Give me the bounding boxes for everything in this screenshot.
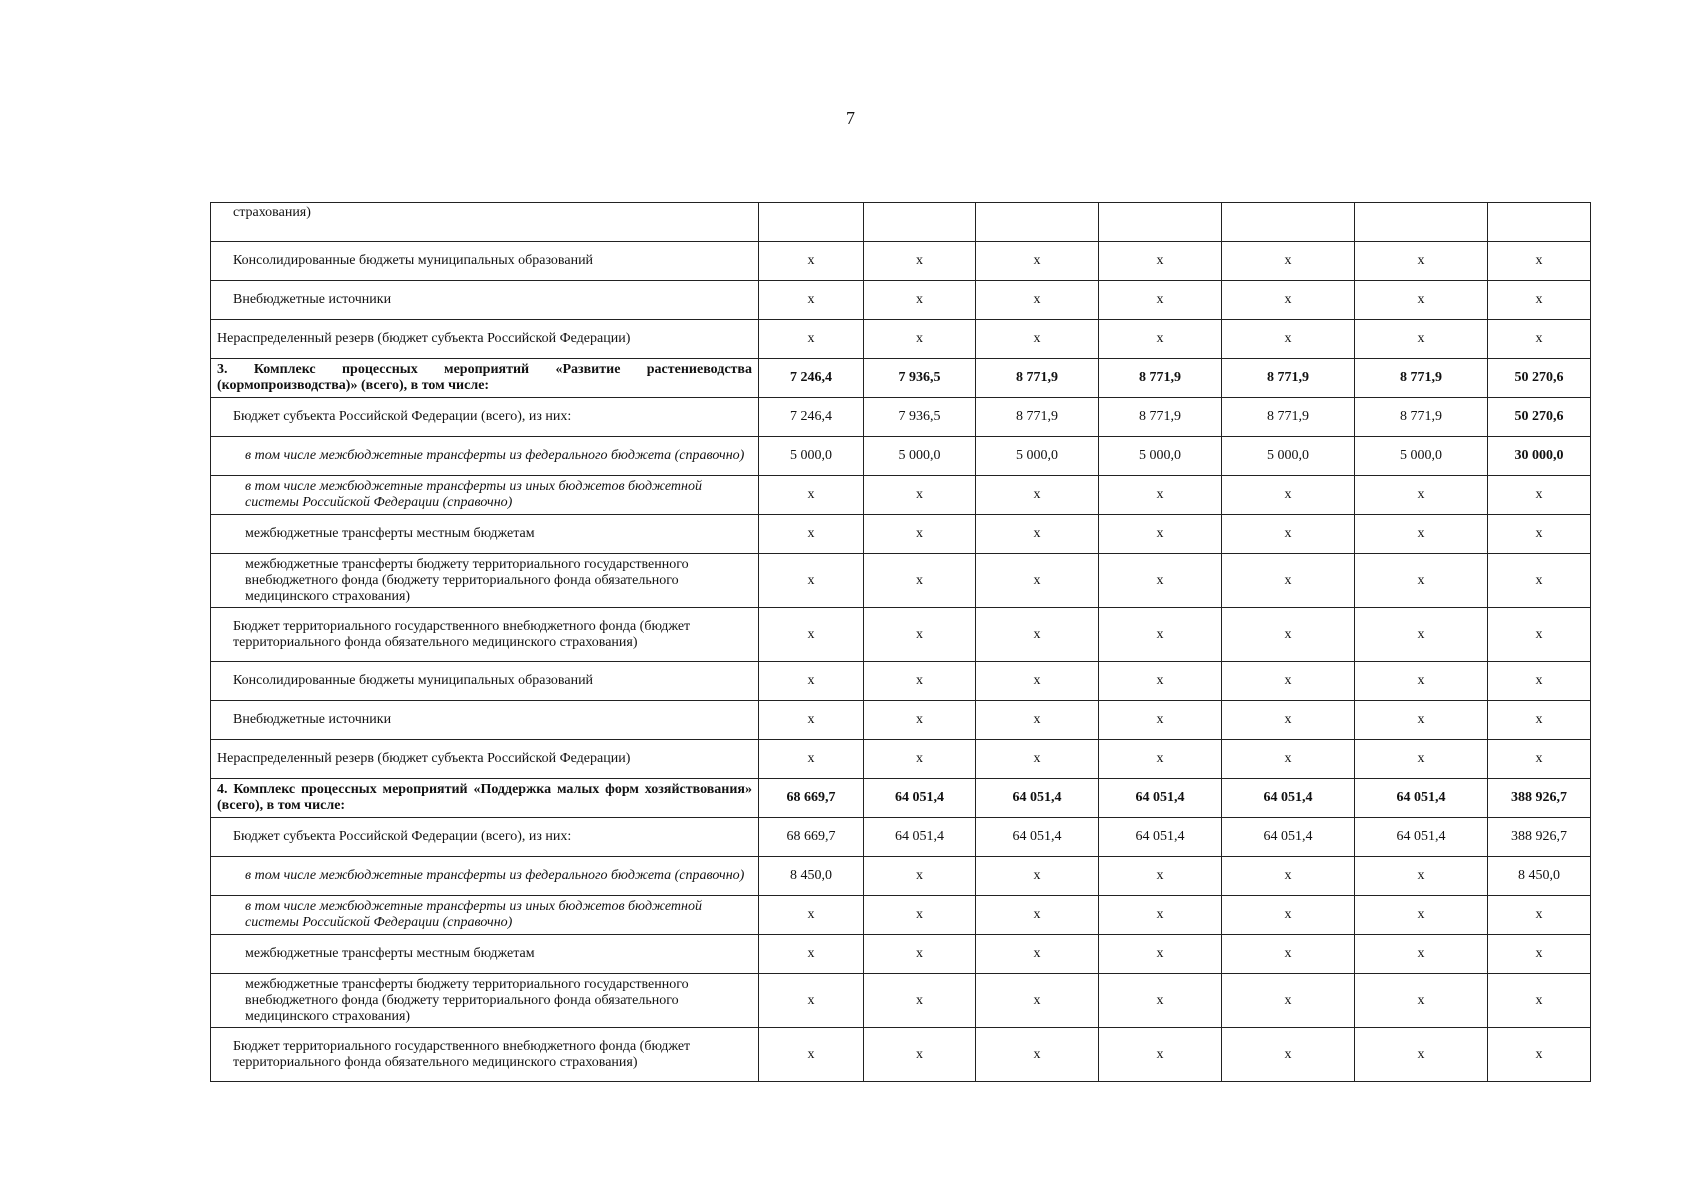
year-value-cell: 8 771,9 bbox=[1099, 359, 1222, 398]
year-value-cell: x bbox=[864, 662, 976, 701]
table-row bbox=[211, 779, 1591, 818]
year-value-cell: x bbox=[864, 242, 976, 281]
year-value-cell: 68 669,7 bbox=[759, 818, 864, 857]
year-value-cell: x bbox=[1099, 608, 1222, 662]
table-row bbox=[211, 818, 1591, 857]
year-value-cell: x bbox=[1355, 281, 1488, 320]
table-row bbox=[211, 437, 1591, 476]
year-value-cell: x bbox=[759, 281, 864, 320]
total-cell: 8 450,0 bbox=[1488, 857, 1591, 896]
table-row bbox=[211, 608, 1591, 662]
budget-table bbox=[210, 202, 1591, 1082]
row-label: Внебюджетные источники bbox=[211, 281, 759, 320]
total-cell: x bbox=[1488, 515, 1591, 554]
row-label: Внебюджетные источники bbox=[211, 701, 759, 740]
year-value-cell: x bbox=[864, 896, 976, 935]
year-value-cell: x bbox=[1222, 242, 1355, 281]
year-value-cell: 5 000,0 bbox=[1355, 437, 1488, 476]
year-value-cell: x bbox=[1355, 1028, 1488, 1082]
row-label: межбюджетные трансферты местным бюджетам bbox=[211, 935, 759, 974]
year-value-cell: x bbox=[1222, 320, 1355, 359]
table-row bbox=[211, 740, 1591, 779]
year-value-cell: x bbox=[976, 608, 1099, 662]
row-label: межбюджетные трансферты местным бюджетам bbox=[211, 515, 759, 554]
table-row bbox=[211, 554, 1591, 608]
year-value-cell bbox=[864, 203, 976, 242]
year-value-cell: x bbox=[976, 515, 1099, 554]
total-cell: x bbox=[1488, 608, 1591, 662]
row-label: Консолидированные бюджеты муниципальных образований bbox=[211, 662, 759, 701]
row-label: межбюджетные трансферты бюджету территориального государственного внебюджетного фонда (бюджету территориального фонда обязательного медицинского страхования) bbox=[211, 974, 759, 1028]
total-cell: x bbox=[1488, 242, 1591, 281]
year-value-cell: x bbox=[1355, 554, 1488, 608]
total-cell: 50 270,6 bbox=[1488, 359, 1591, 398]
total-cell: x bbox=[1488, 740, 1591, 779]
total-cell: x bbox=[1488, 935, 1591, 974]
year-value-cell: 8 771,9 bbox=[1222, 359, 1355, 398]
table-row bbox=[211, 701, 1591, 740]
year-value-cell: 5 000,0 bbox=[759, 437, 864, 476]
year-value-cell: x bbox=[759, 896, 864, 935]
year-value-cell: x bbox=[759, 1028, 864, 1082]
year-value-cell: 8 771,9 bbox=[1222, 398, 1355, 437]
year-value-cell: x bbox=[1355, 974, 1488, 1028]
year-value-cell bbox=[1222, 203, 1355, 242]
year-value-cell: x bbox=[976, 1028, 1099, 1082]
year-value-cell: x bbox=[1222, 935, 1355, 974]
year-value-cell: x bbox=[1355, 935, 1488, 974]
year-value-cell: x bbox=[1355, 662, 1488, 701]
year-value-cell: x bbox=[864, 608, 976, 662]
year-value-cell: x bbox=[864, 974, 976, 1028]
year-value-cell: x bbox=[1222, 515, 1355, 554]
year-value-cell: 7 246,4 bbox=[759, 398, 864, 437]
year-value-cell: x bbox=[864, 515, 976, 554]
year-value-cell: x bbox=[1355, 740, 1488, 779]
year-value-cell: 8 771,9 bbox=[1355, 359, 1488, 398]
year-value-cell: x bbox=[1355, 608, 1488, 662]
year-value-cell: 8 771,9 bbox=[1099, 398, 1222, 437]
page-number: 7 bbox=[846, 108, 855, 128]
table-row bbox=[211, 896, 1591, 935]
row-label: 3. Комплекс процессных мероприятий «Развитие растениеводства (кормопроизводства)» (всего), в том числе: bbox=[211, 359, 759, 398]
year-value-cell: x bbox=[1222, 740, 1355, 779]
table-row bbox=[211, 662, 1591, 701]
year-value-cell: x bbox=[759, 608, 864, 662]
year-value-cell: x bbox=[759, 974, 864, 1028]
year-value-cell: 68 669,7 bbox=[759, 779, 864, 818]
year-value-cell: x bbox=[1099, 242, 1222, 281]
year-value-cell: x bbox=[976, 935, 1099, 974]
year-value-cell: x bbox=[759, 740, 864, 779]
total-cell: x bbox=[1488, 701, 1591, 740]
year-value-cell: x bbox=[1355, 476, 1488, 515]
year-value-cell: x bbox=[759, 554, 864, 608]
total-cell: 30 000,0 bbox=[1488, 437, 1591, 476]
year-value-cell: x bbox=[1222, 857, 1355, 896]
year-value-cell: 64 051,4 bbox=[1222, 818, 1355, 857]
year-value-cell: 5 000,0 bbox=[1099, 437, 1222, 476]
year-value-cell: x bbox=[1222, 974, 1355, 1028]
table-row bbox=[211, 476, 1591, 515]
year-value-cell: x bbox=[1222, 608, 1355, 662]
year-value-cell: x bbox=[976, 554, 1099, 608]
row-label: страхования) bbox=[211, 203, 759, 242]
year-value-cell: x bbox=[1355, 701, 1488, 740]
table-row bbox=[211, 320, 1591, 359]
row-label: в том числе межбюджетные трансферты из иных бюджетов бюджетной системы Российской Федерации (справочно) bbox=[211, 476, 759, 515]
year-value-cell: 5 000,0 bbox=[864, 437, 976, 476]
year-value-cell: x bbox=[864, 857, 976, 896]
year-value-cell: x bbox=[1099, 857, 1222, 896]
total-cell: x bbox=[1488, 281, 1591, 320]
year-value-cell: x bbox=[759, 935, 864, 974]
total-cell: 50 270,6 bbox=[1488, 398, 1591, 437]
row-label: межбюджетные трансферты бюджету территориального государственного внебюджетного фонда (бюджету территориального фонда обязательного медицинского страхования) bbox=[211, 554, 759, 608]
year-value-cell: x bbox=[759, 701, 864, 740]
total-cell: x bbox=[1488, 554, 1591, 608]
total-cell: 388 926,7 bbox=[1488, 779, 1591, 818]
year-value-cell: x bbox=[976, 896, 1099, 935]
year-value-cell: x bbox=[1099, 701, 1222, 740]
year-value-cell: 64 051,4 bbox=[976, 779, 1099, 818]
year-value-cell: 64 051,4 bbox=[1099, 779, 1222, 818]
year-value-cell: 64 051,4 bbox=[864, 779, 976, 818]
year-value-cell: 8 771,9 bbox=[1355, 398, 1488, 437]
year-value-cell: x bbox=[759, 320, 864, 359]
table-row bbox=[211, 935, 1591, 974]
year-value-cell: x bbox=[1099, 1028, 1222, 1082]
total-cell: x bbox=[1488, 1028, 1591, 1082]
table-row bbox=[211, 242, 1591, 281]
year-value-cell: x bbox=[1099, 554, 1222, 608]
year-value-cell: 64 051,4 bbox=[976, 818, 1099, 857]
year-value-cell: x bbox=[864, 476, 976, 515]
year-value-cell: x bbox=[1355, 242, 1488, 281]
row-label: в том числе межбюджетные трансферты из федерального бюджета (справочно) bbox=[211, 857, 759, 896]
year-value-cell bbox=[759, 203, 864, 242]
year-value-cell: x bbox=[864, 554, 976, 608]
year-value-cell: x bbox=[759, 476, 864, 515]
year-value-cell: x bbox=[864, 320, 976, 359]
table-row bbox=[211, 359, 1591, 398]
row-label: в том числе межбюджетные трансферты из федерального бюджета (справочно) bbox=[211, 437, 759, 476]
year-value-cell: 7 246,4 bbox=[759, 359, 864, 398]
year-value-cell: 5 000,0 bbox=[1222, 437, 1355, 476]
year-value-cell: x bbox=[864, 935, 976, 974]
year-value-cell: x bbox=[976, 974, 1099, 1028]
year-value-cell: x bbox=[1222, 554, 1355, 608]
total-cell: x bbox=[1488, 974, 1591, 1028]
year-value-cell: x bbox=[759, 662, 864, 701]
row-label: 4. Комплекс процессных мероприятий «Поддержка малых форм хозяйствования» (всего), в том числе: bbox=[211, 779, 759, 818]
row-label: Нераспределенный резерв (бюджет субъекта Российской Федерации) bbox=[211, 740, 759, 779]
year-value-cell: x bbox=[864, 1028, 976, 1082]
year-value-cell: x bbox=[1099, 476, 1222, 515]
year-value-cell: x bbox=[1222, 1028, 1355, 1082]
year-value-cell: x bbox=[1099, 896, 1222, 935]
year-value-cell: x bbox=[976, 662, 1099, 701]
year-value-cell: x bbox=[976, 476, 1099, 515]
year-value-cell bbox=[976, 203, 1099, 242]
year-value-cell: 64 051,4 bbox=[1355, 818, 1488, 857]
year-value-cell: x bbox=[864, 701, 976, 740]
year-value-cell: x bbox=[976, 857, 1099, 896]
year-value-cell: x bbox=[759, 242, 864, 281]
total-cell bbox=[1488, 203, 1591, 242]
row-label: Бюджет территориального государственного внебюджетного фонда (бюджет территориального фонда обязательного медицинского страхования) bbox=[211, 1028, 759, 1082]
year-value-cell: x bbox=[1355, 857, 1488, 896]
year-value-cell: 8 771,9 bbox=[976, 359, 1099, 398]
table-row bbox=[211, 515, 1591, 554]
row-label: Бюджет субъекта Российской Федерации (всего), из них: bbox=[211, 398, 759, 437]
row-label: в том числе межбюджетные трансферты из иных бюджетов бюджетной системы Российской Федерации (справочно) bbox=[211, 896, 759, 935]
year-value-cell: x bbox=[759, 515, 864, 554]
year-value-cell: x bbox=[976, 320, 1099, 359]
year-value-cell: x bbox=[1222, 662, 1355, 701]
year-value-cell: x bbox=[976, 281, 1099, 320]
year-value-cell: 8 771,9 bbox=[976, 398, 1099, 437]
year-value-cell: 8 450,0 bbox=[759, 857, 864, 896]
table-row bbox=[211, 1028, 1591, 1082]
year-value-cell: x bbox=[864, 281, 976, 320]
year-value-cell: x bbox=[1099, 320, 1222, 359]
year-value-cell: x bbox=[1099, 281, 1222, 320]
year-value-cell: 64 051,4 bbox=[1222, 779, 1355, 818]
year-value-cell: 64 051,4 bbox=[864, 818, 976, 857]
year-value-cell: x bbox=[864, 740, 976, 779]
year-value-cell: x bbox=[976, 242, 1099, 281]
year-value-cell: 64 051,4 bbox=[1099, 818, 1222, 857]
row-label: Бюджет территориального государственного внебюджетного фонда (бюджет территориального фонда обязательного медицинского страхования) bbox=[211, 608, 759, 662]
row-label: Бюджет субъекта Российской Федерации (всего), из них: bbox=[211, 818, 759, 857]
year-value-cell: x bbox=[1099, 740, 1222, 779]
year-value-cell: x bbox=[1355, 515, 1488, 554]
table-row bbox=[211, 398, 1591, 437]
year-value-cell: x bbox=[1099, 974, 1222, 1028]
table-row bbox=[211, 203, 1591, 242]
year-value-cell: x bbox=[1222, 476, 1355, 515]
year-value-cell: 7 936,5 bbox=[864, 398, 976, 437]
year-value-cell: x bbox=[1355, 320, 1488, 359]
year-value-cell: x bbox=[976, 740, 1099, 779]
year-value-cell: x bbox=[1222, 701, 1355, 740]
year-value-cell: x bbox=[1099, 515, 1222, 554]
total-cell: x bbox=[1488, 476, 1591, 515]
table-row bbox=[211, 974, 1591, 1028]
year-value-cell: x bbox=[976, 701, 1099, 740]
year-value-cell bbox=[1355, 203, 1488, 242]
year-value-cell: x bbox=[1099, 935, 1222, 974]
row-label: Нераспределенный резерв (бюджет субъекта Российской Федерации) bbox=[211, 320, 759, 359]
total-cell: x bbox=[1488, 320, 1591, 359]
table-body bbox=[211, 203, 1591, 1082]
year-value-cell: x bbox=[1355, 896, 1488, 935]
row-label: Консолидированные бюджеты муниципальных образований bbox=[211, 242, 759, 281]
year-value-cell: 5 000,0 bbox=[976, 437, 1099, 476]
total-cell: 388 926,7 bbox=[1488, 818, 1591, 857]
year-value-cell bbox=[1099, 203, 1222, 242]
year-value-cell: x bbox=[1222, 896, 1355, 935]
total-cell: x bbox=[1488, 896, 1591, 935]
year-value-cell: x bbox=[1222, 281, 1355, 320]
table-row bbox=[211, 857, 1591, 896]
year-value-cell: 7 936,5 bbox=[864, 359, 976, 398]
year-value-cell: 64 051,4 bbox=[1355, 779, 1488, 818]
total-cell: x bbox=[1488, 662, 1591, 701]
table-row bbox=[211, 281, 1591, 320]
year-value-cell: x bbox=[1099, 662, 1222, 701]
